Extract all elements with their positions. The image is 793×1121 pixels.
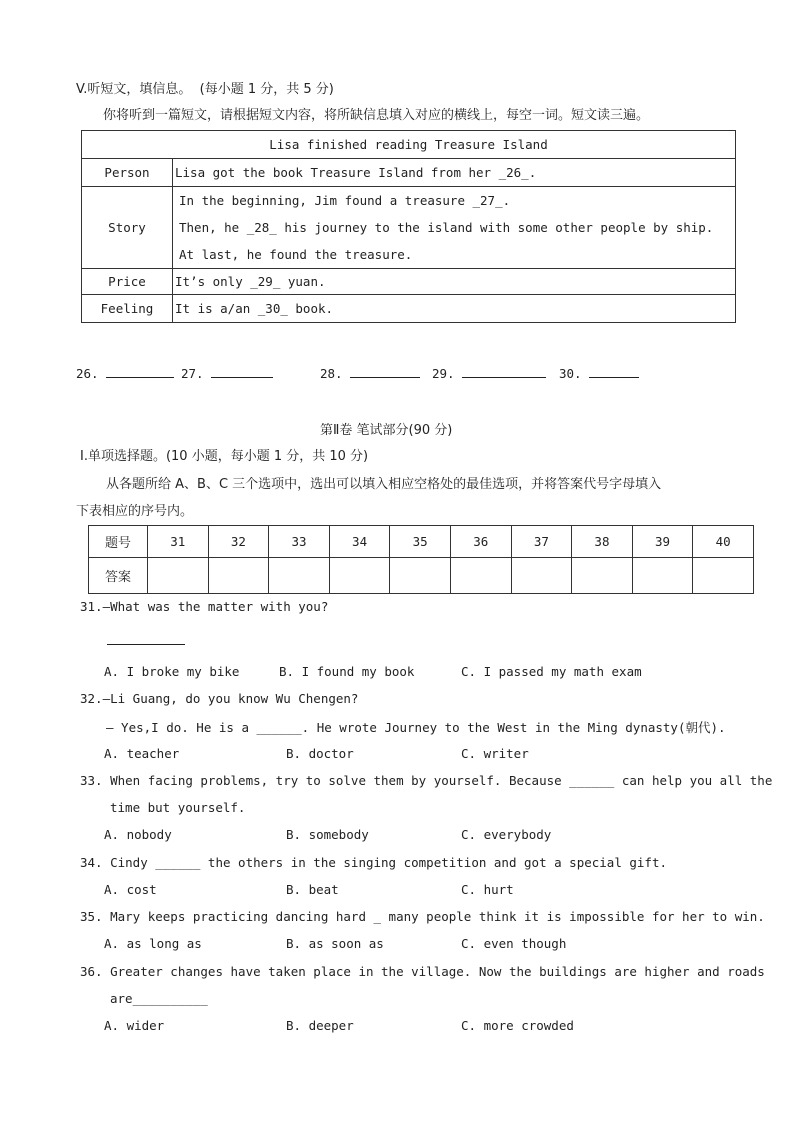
question-31-option-a[interactable]: A. I broke my bike bbox=[104, 664, 240, 679]
question-number: 39 bbox=[632, 526, 693, 558]
question-31-stem: 31.—What was the matter with you? bbox=[80, 599, 329, 614]
answer-cell[interactable] bbox=[572, 558, 633, 594]
answer-cell[interactable] bbox=[511, 558, 572, 594]
answer-table-answer-label: 答案 bbox=[89, 558, 148, 594]
story-line: Then, he _28_ his journey to the island with some other people by ship. bbox=[179, 220, 714, 235]
blank-line[interactable] bbox=[106, 365, 174, 378]
question-31-option-c[interactable]: C. I passed my math exam bbox=[461, 664, 642, 679]
question-32-option-b[interactable]: B. doctor bbox=[286, 746, 354, 761]
question-34-stem: 34. Cindy ______ the others in the singing competition and got a special gift. bbox=[80, 855, 667, 870]
question-31-answer-line[interactable] bbox=[107, 632, 185, 648]
question-number: 31 bbox=[148, 526, 209, 558]
section5-score: (每小题 1 分，共 5 分) bbox=[199, 82, 334, 97]
answer-blank-29: 29. bbox=[432, 365, 546, 381]
answer-cell[interactable] bbox=[450, 558, 511, 594]
answer-blank-28: 28. bbox=[320, 365, 420, 381]
question-33-option-a[interactable]: A. nobody bbox=[104, 827, 172, 842]
question-32-option-a[interactable]: A. teacher bbox=[104, 746, 180, 761]
question-34-option-c[interactable]: C. hurt bbox=[461, 882, 514, 897]
answer-cell[interactable] bbox=[148, 558, 209, 594]
section1-instruction-2: 下表相应的序号内。 bbox=[76, 504, 194, 519]
part2-title: 第Ⅱ卷 笔试部分(90 分) bbox=[320, 423, 453, 438]
question-32-stem-2: — Yes,I do. He is a ______. He wrote Journey to the West in the Ming dynasty(朝代). bbox=[106, 720, 726, 735]
question-number: 36 bbox=[450, 526, 511, 558]
answer-cell[interactable] bbox=[693, 558, 754, 594]
question-35-option-c[interactable]: C. even though bbox=[461, 936, 567, 951]
answer-table bbox=[88, 525, 754, 594]
row-value-person: Lisa got the book Treasure Island from her _26_. bbox=[173, 159, 736, 187]
section5-instruction: 你将听到一篇短文，请根据短文内容，将所缺信息填入对应的横线上，每空一词。短文读三遍。 bbox=[103, 108, 650, 123]
question-number: 38 bbox=[572, 526, 633, 558]
question-33-option-b[interactable]: B. somebody bbox=[286, 827, 369, 842]
question-36-stem: 36. Greater changes have taken place in the village. Now the buildings are higher and roads bbox=[80, 964, 765, 979]
row-label-person: Person bbox=[82, 159, 173, 187]
question-34-option-b[interactable]: B. beat bbox=[286, 882, 339, 897]
blank-line[interactable] bbox=[462, 365, 546, 378]
question-36-stem-2: are__________ bbox=[110, 991, 208, 1006]
info-table-title: Lisa finished reading Treasure Island bbox=[82, 131, 736, 159]
blank-line[interactable] bbox=[350, 365, 420, 378]
question-number: 35 bbox=[390, 526, 451, 558]
question-34-option-a[interactable]: A. cost bbox=[104, 882, 157, 897]
question-number: 37 bbox=[511, 526, 572, 558]
question-33-stem-2: time but yourself. bbox=[110, 800, 246, 815]
answer-blank-26: 26. bbox=[76, 365, 174, 381]
question-33-stem: 33. When facing problems, try to solve them by yourself. Because ______ can help you all the bbox=[80, 773, 773, 788]
question-36-option-a[interactable]: A. wider bbox=[104, 1018, 165, 1033]
blank-line[interactable] bbox=[589, 365, 639, 378]
answer-table-number-label: 题号 bbox=[89, 526, 148, 558]
info-table bbox=[81, 130, 736, 323]
row-label-price: Price bbox=[82, 269, 173, 295]
answer-blank-30: 30. bbox=[559, 365, 639, 381]
story-line: At last, he found the treasure. bbox=[179, 247, 413, 262]
story-line: In the beginning, Jim found a treasure _27_. bbox=[179, 193, 511, 208]
question-36-option-c[interactable]: C. more crowded bbox=[461, 1018, 574, 1033]
answer-blank-27: 27. bbox=[181, 365, 273, 381]
blank-line[interactable] bbox=[211, 365, 273, 378]
question-31-option-b[interactable]: B. I found my book bbox=[279, 664, 415, 679]
question-number: 32 bbox=[208, 526, 269, 558]
section5-header bbox=[76, 78, 334, 97]
row-label-feeling: Feeling bbox=[82, 295, 173, 323]
row-value-feeling: It is a/an _30_ book. bbox=[173, 295, 736, 323]
answer-cell[interactable] bbox=[269, 558, 330, 594]
question-35-option-b[interactable]: B. as soon as bbox=[286, 936, 384, 951]
question-32-stem: 32.—Li Guang, do you know Wu Chengen? bbox=[80, 691, 359, 706]
answer-cell[interactable] bbox=[632, 558, 693, 594]
row-value-price: It’s only _29_ yuan. bbox=[173, 269, 736, 295]
question-number: 33 bbox=[269, 526, 330, 558]
question-36-option-b[interactable]: B. deeper bbox=[286, 1018, 354, 1033]
question-33-option-c[interactable]: C. everybody bbox=[461, 827, 552, 842]
question-number: 40 bbox=[693, 526, 754, 558]
question-35-stem: 35. Mary keeps practicing dancing hard _ many people think it is impossible for her to win. bbox=[80, 909, 765, 924]
row-value-story bbox=[173, 187, 736, 269]
answer-cell[interactable] bbox=[208, 558, 269, 594]
question-number: 34 bbox=[329, 526, 390, 558]
section5-title: V.听短文，填信息。 bbox=[76, 82, 192, 97]
row-label-story: Story bbox=[82, 187, 173, 269]
answer-cell[interactable] bbox=[329, 558, 390, 594]
question-35-option-a[interactable]: A. as long as bbox=[104, 936, 202, 951]
section1-title: I.单项选择题。(10 小题，每小题 1 分，共 10 分) bbox=[80, 449, 369, 464]
question-32-option-c[interactable]: C. writer bbox=[461, 746, 529, 761]
section1-instruction-1: 从各题所给 A、B、C 三个选项中，选出可以填入相应空格处的最佳选项，并将答案代号字母填入 bbox=[106, 477, 662, 492]
answer-cell[interactable] bbox=[390, 558, 451, 594]
